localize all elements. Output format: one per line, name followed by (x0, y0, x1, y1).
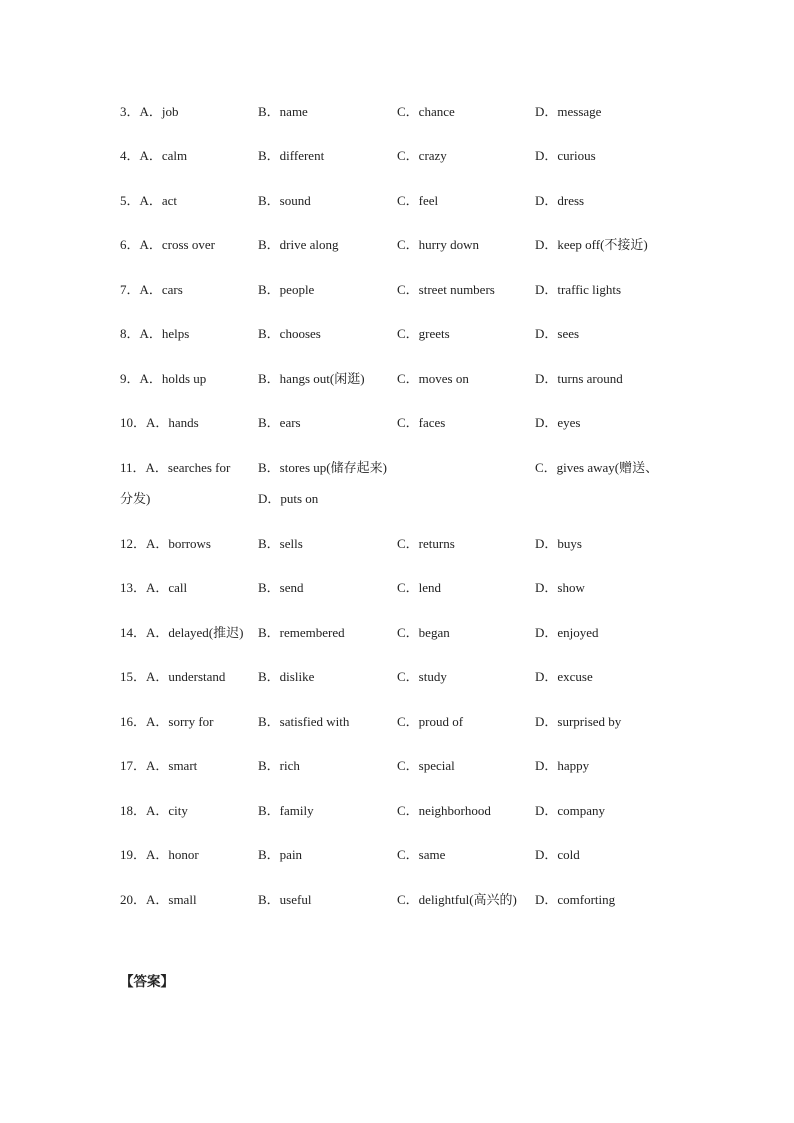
option-d: D．dress (535, 193, 585, 208)
question-row-9 (0, 369, 794, 389)
option-d: D．sees (535, 326, 580, 341)
option-a: 8．A．helps (120, 326, 190, 341)
option-d: D．keep off(不接近) (535, 237, 648, 252)
option-c-wrap: 分发) (120, 491, 151, 506)
option-a: 12．A．borrows (120, 536, 211, 551)
option-c: C．hurry down (397, 237, 479, 252)
option-b: B．people (258, 282, 315, 297)
option-c: C．study (397, 669, 447, 684)
option-d: D．surprised by (535, 714, 622, 729)
option-c: C．chance (397, 104, 455, 119)
option-b: B．drive along (258, 237, 339, 252)
question-row-14 (0, 623, 794, 643)
option-d: D．traffic lights (535, 282, 622, 297)
option-b: B．family (258, 803, 314, 818)
option-d: D．happy (535, 758, 590, 773)
question-row-10 (0, 413, 794, 433)
option-a: 4．A．calm (120, 148, 188, 163)
option-d: D．eyes (535, 415, 581, 430)
option-d: D．show (535, 580, 585, 595)
option-d: D．curious (535, 148, 596, 163)
answer-heading: 【答案】 (120, 974, 174, 990)
option-a: 13．A．call (120, 580, 188, 595)
option-b: B．sound (258, 193, 311, 208)
question-row-18 (0, 801, 794, 821)
question-row-20 (0, 890, 794, 910)
option-a: 7．A．cars (120, 282, 183, 297)
option-c: C．feel (397, 193, 439, 208)
option-d: D．excuse (535, 669, 593, 684)
question-row-4 (0, 146, 794, 166)
question-row-15 (0, 667, 794, 687)
option-b: B．sells (258, 536, 303, 551)
option-b: B．hangs out(闲逛) (258, 371, 365, 386)
option-c: C．moves on (397, 371, 469, 386)
option-d: D．cold (535, 847, 580, 862)
option-c: C．crazy (397, 148, 447, 163)
question-row-19 (0, 845, 794, 865)
question-row-11-continued (0, 489, 794, 509)
option-a: 11．A．searches for (120, 460, 231, 475)
option-b: B．dislike (258, 669, 315, 684)
option-b: B．stores up(储存起来) (258, 460, 387, 475)
option-d: D．enjoyed (535, 625, 599, 640)
question-row-3 (0, 102, 794, 122)
option-c: C．greets (397, 326, 450, 341)
option-c: C．delightful(高兴的) (397, 892, 517, 907)
option-b: B．name (258, 104, 308, 119)
option-a: 15．A．understand (120, 669, 226, 684)
option-d: D．turns around (535, 371, 623, 386)
option-c: C．same (397, 847, 446, 862)
option-d: D．buys (535, 536, 582, 551)
option-a: 18．A．city (120, 803, 188, 818)
option-b: B．pain (258, 847, 303, 862)
option-b: B．rich (258, 758, 300, 773)
option-a: 17．A．smart (120, 758, 198, 773)
option-c: C．began (397, 625, 450, 640)
option-a: 14．A．delayed(推迟) (120, 625, 244, 640)
option-c: C．returns (397, 536, 455, 551)
option-c: C．faces (397, 415, 446, 430)
option-c: C．special (397, 758, 455, 773)
option-a: 20．A．small (120, 892, 197, 907)
question-row-8 (0, 324, 794, 344)
option-a: 16．A．sorry for (120, 714, 214, 729)
option-b: B．remembered (258, 625, 345, 640)
option-d: D．comforting (535, 892, 616, 907)
option-b: B．ears (258, 415, 301, 430)
option-a: 5．A．act (120, 193, 178, 208)
option-b: B．send (258, 580, 304, 595)
option-b: B．chooses (258, 326, 321, 341)
option-c: C．gives away(赠送、 (535, 460, 659, 475)
question-row-11 (0, 458, 794, 478)
question-row-17 (0, 756, 794, 776)
option-a: 9．A．holds up (120, 371, 207, 386)
option-c: C．proud of (397, 714, 464, 729)
option-b: B．satisfied with (258, 714, 350, 729)
option-b: B．useful (258, 892, 312, 907)
option-c: C．lend (397, 580, 442, 595)
option-d: D．company (535, 803, 606, 818)
option-c: C．street numbers (397, 282, 495, 297)
option-a: 10．A．hands (120, 415, 199, 430)
question-row-7 (0, 280, 794, 300)
option-a: 19．A．honor (120, 847, 199, 862)
question-row-13 (0, 578, 794, 598)
question-row-6 (0, 235, 794, 255)
question-row-16 (0, 712, 794, 732)
option-b: B．different (258, 148, 325, 163)
option-d: D．message (535, 104, 602, 119)
option-a: 6．A．cross over (120, 237, 215, 252)
option-c: C．neighborhood (397, 803, 491, 818)
question-row-12 (0, 534, 794, 554)
option-a: 3．A．job (120, 104, 179, 119)
question-row-5 (0, 191, 794, 211)
option-d: D．puts on (258, 491, 319, 506)
